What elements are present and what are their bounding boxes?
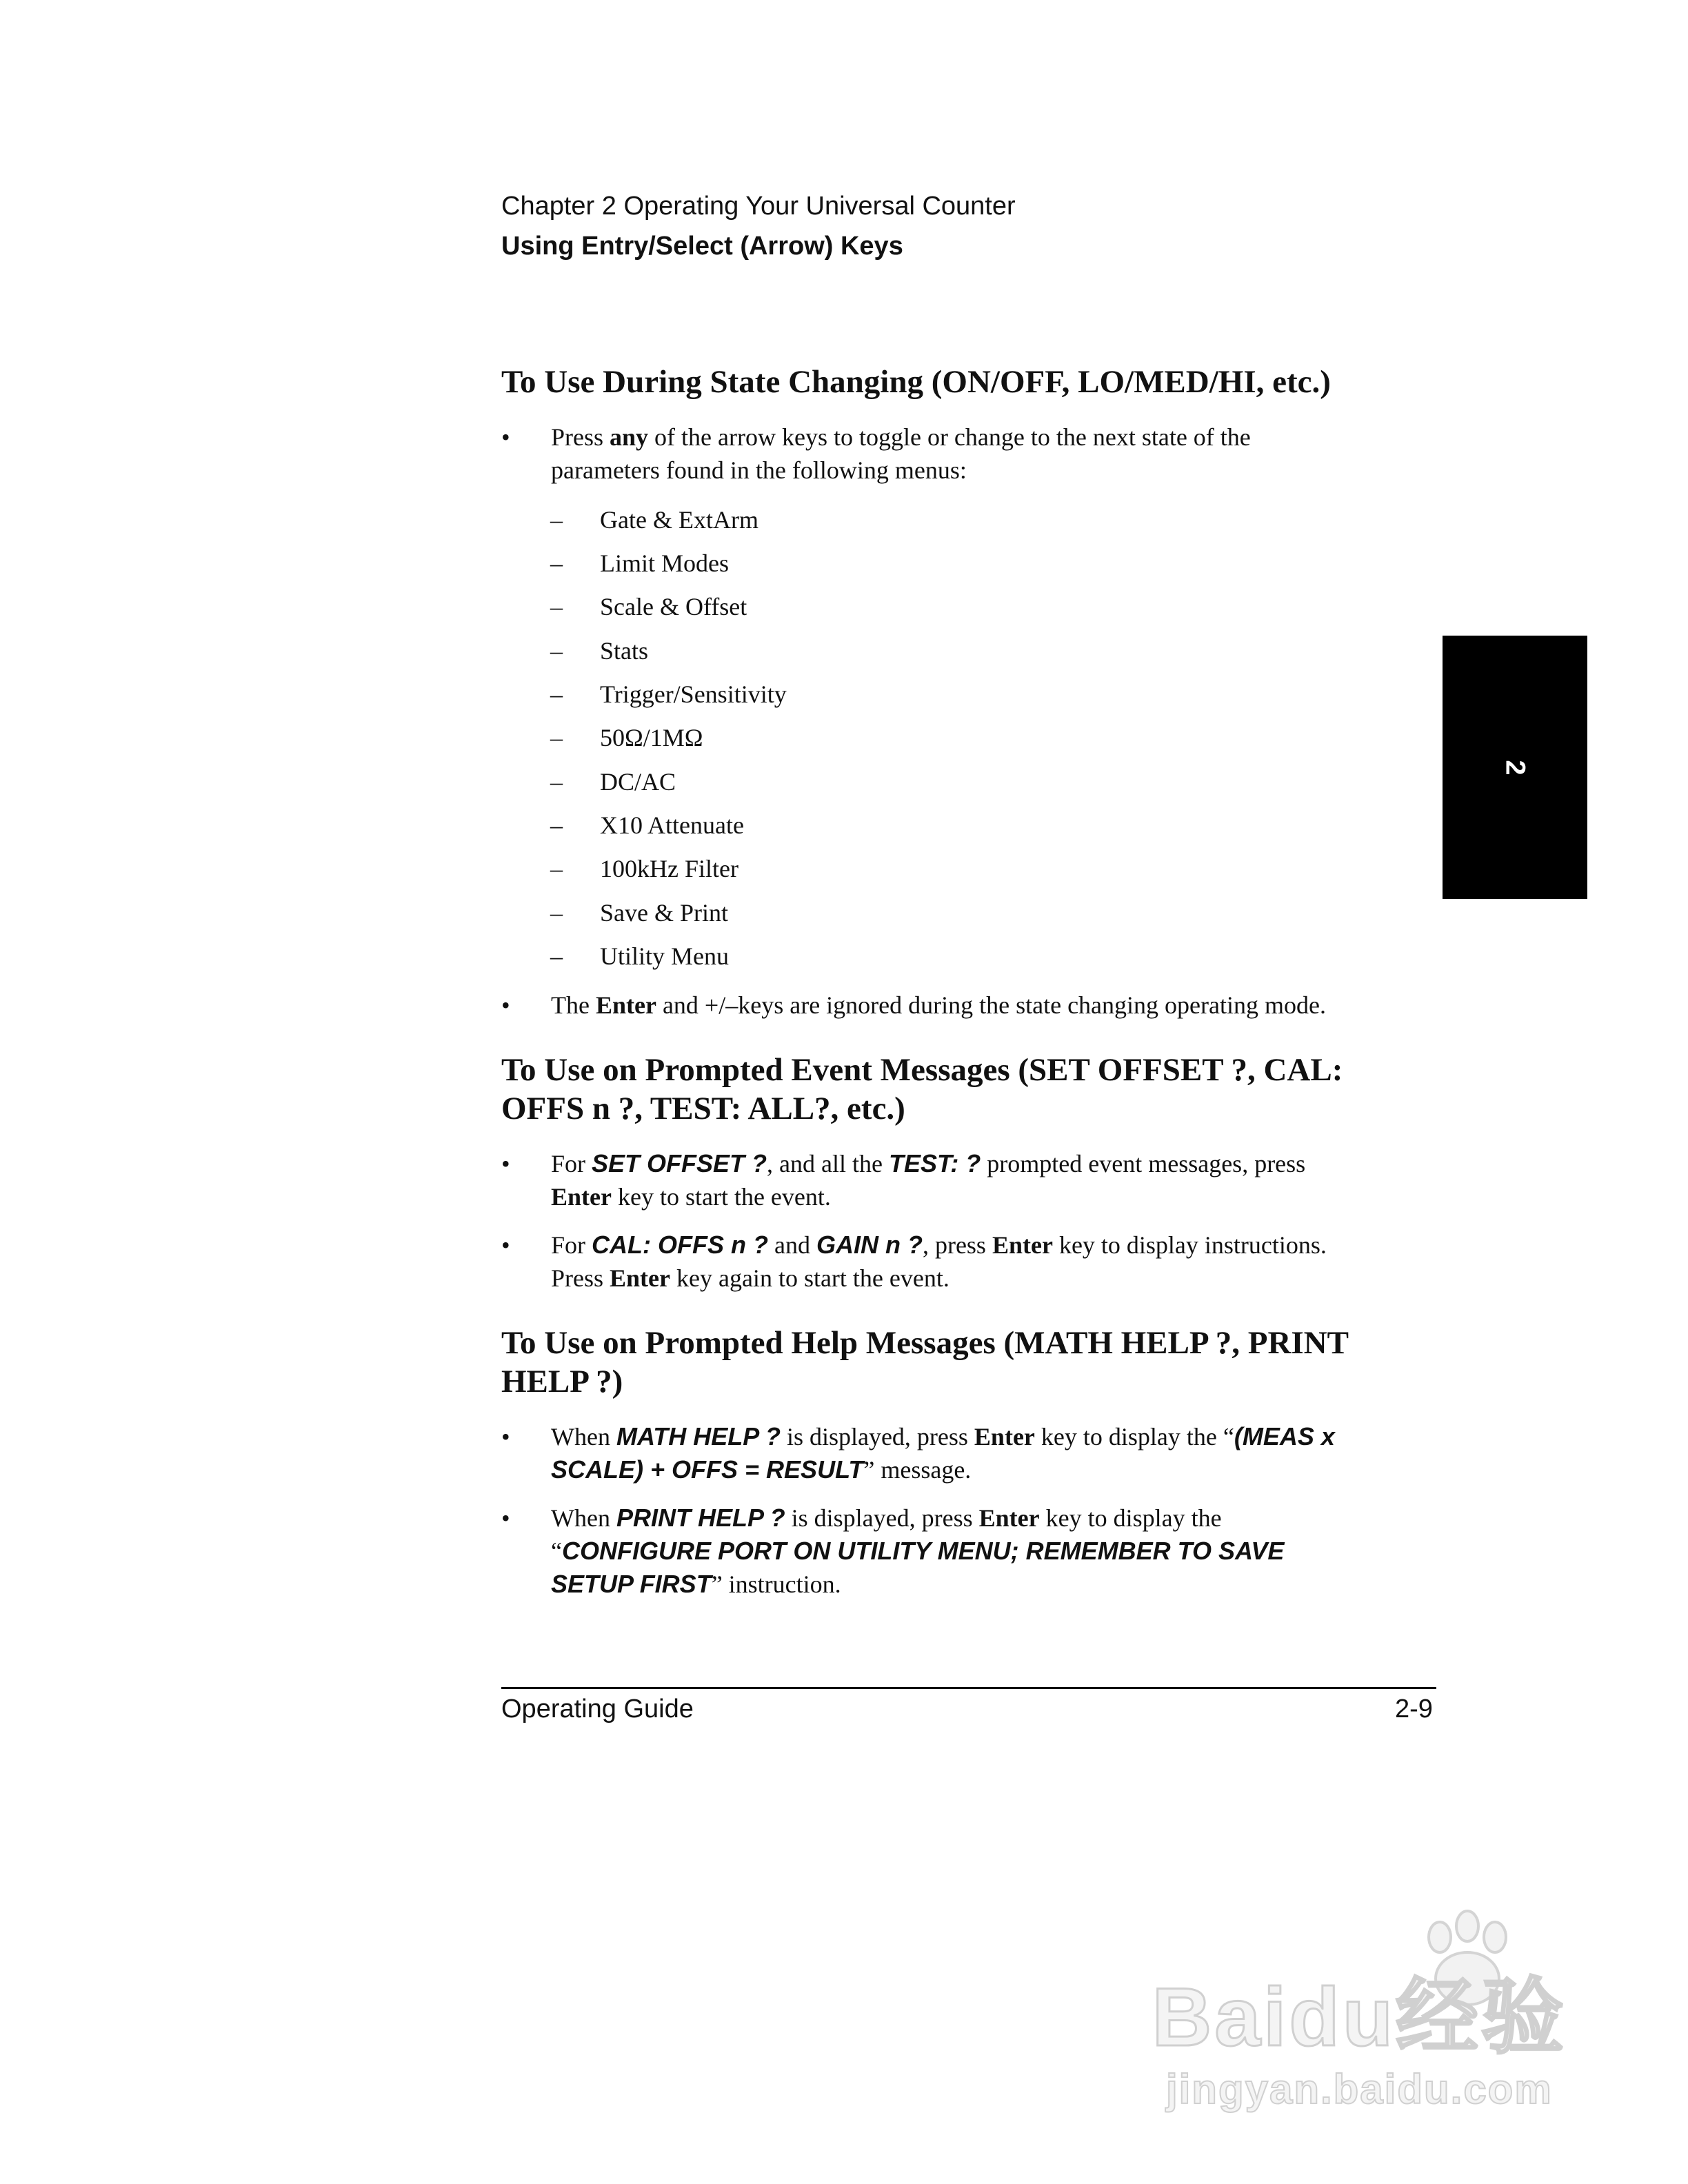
menu-item: – Trigger/Sensitivity [550,680,787,708]
menu-item: – Scale & Offset [550,593,747,620]
chapter-tab [1443,636,1587,899]
section3-bullet-1 [501,1420,1425,1486]
section2-bullet-1 [501,1147,1425,1213]
section1-bullet-2 [501,989,1425,1022]
watermark-brand: Baidu经验 [1152,1971,1567,2063]
bullet-text: When MATH HELP ? is displayed, press Enter key to display the “(MEAS x SCALE) + OFFS = RESULT” message. [551,1422,1335,1484]
bullet-text: For SET OFFSET ?, and all the TEST: ? prompted event messages, press Enter key to start the event. [551,1149,1306,1211]
bullet-text: The Enter and +/–keys are ignored during the state changing operating mode. [551,991,1326,1019]
section3-heading: To Use on Prompted Help Messages (MATH HELP ?, PRINT HELP ?) [501,1325,1349,1399]
bullet-text: For CAL: OFFS n ? and GAIN n ?, press Enter key to display instructions. Press Enter key again to start the event. [551,1231,1327,1292]
watermark-url: jingyan.baidu.com [1165,2066,1553,2112]
bullet-text: Press any of the arrow keys to toggle or change to the next state of the parameters found in the following menus: [551,423,1251,484]
section1-heading: To Use During State Changing (ON/OFF, LO/MED/HI, etc.) [501,364,1331,400]
bullet-text: When PRINT HELP ? is displayed, press Enter key to display the “CONFIGURE PORT ON UTILITY MENU; REMEMBER TO SAVE SETUP FIRST” instruction. [551,1504,1285,1598]
menu-item: – DC/AC [550,768,676,796]
chapter-header: Chapter 2 Operating Your Universal Counter [501,192,1016,221]
menu-item: – Limit Modes [550,549,729,577]
bullet-mark: • [501,1423,510,1450]
menu-item: – Gate & ExtArm [550,506,758,534]
watermark [1152,1951,1567,2113]
menu-item: – Utility Menu [550,942,729,970]
bullet-mark: • [501,991,510,1019]
bullet-mark: • [501,1231,510,1259]
menu-item: – Save & Print [550,899,728,927]
section3-bullet-2 [501,1502,1425,1601]
footer-rule [501,1687,1436,1689]
section2-bullet-2 [501,1228,1425,1295]
section-header: Using Entry/Select (Arrow) Keys [501,232,903,261]
bullet-mark: • [501,1504,510,1532]
menu-item: – 100kHz Filter [550,855,738,882]
section1-bullet-1 [501,421,1425,487]
bullet-mark: • [501,423,510,451]
page-number: 2-9 [1395,1695,1433,1723]
menu-item: – Stats [550,637,649,665]
menu-item: – X10 Attenuate [550,811,744,839]
menu-item: – 50Ω/1MΩ [550,724,703,751]
chapter-tab-label: 2 [1500,759,1531,776]
footer-title: Operating Guide [501,1695,694,1723]
section2-heading: To Use on Prompted Event Messages (SET OFFSET ?, CAL: OFFS n ?, TEST: ALL?, etc.) [501,1052,1343,1126]
bullet-mark: • [501,1150,510,1177]
